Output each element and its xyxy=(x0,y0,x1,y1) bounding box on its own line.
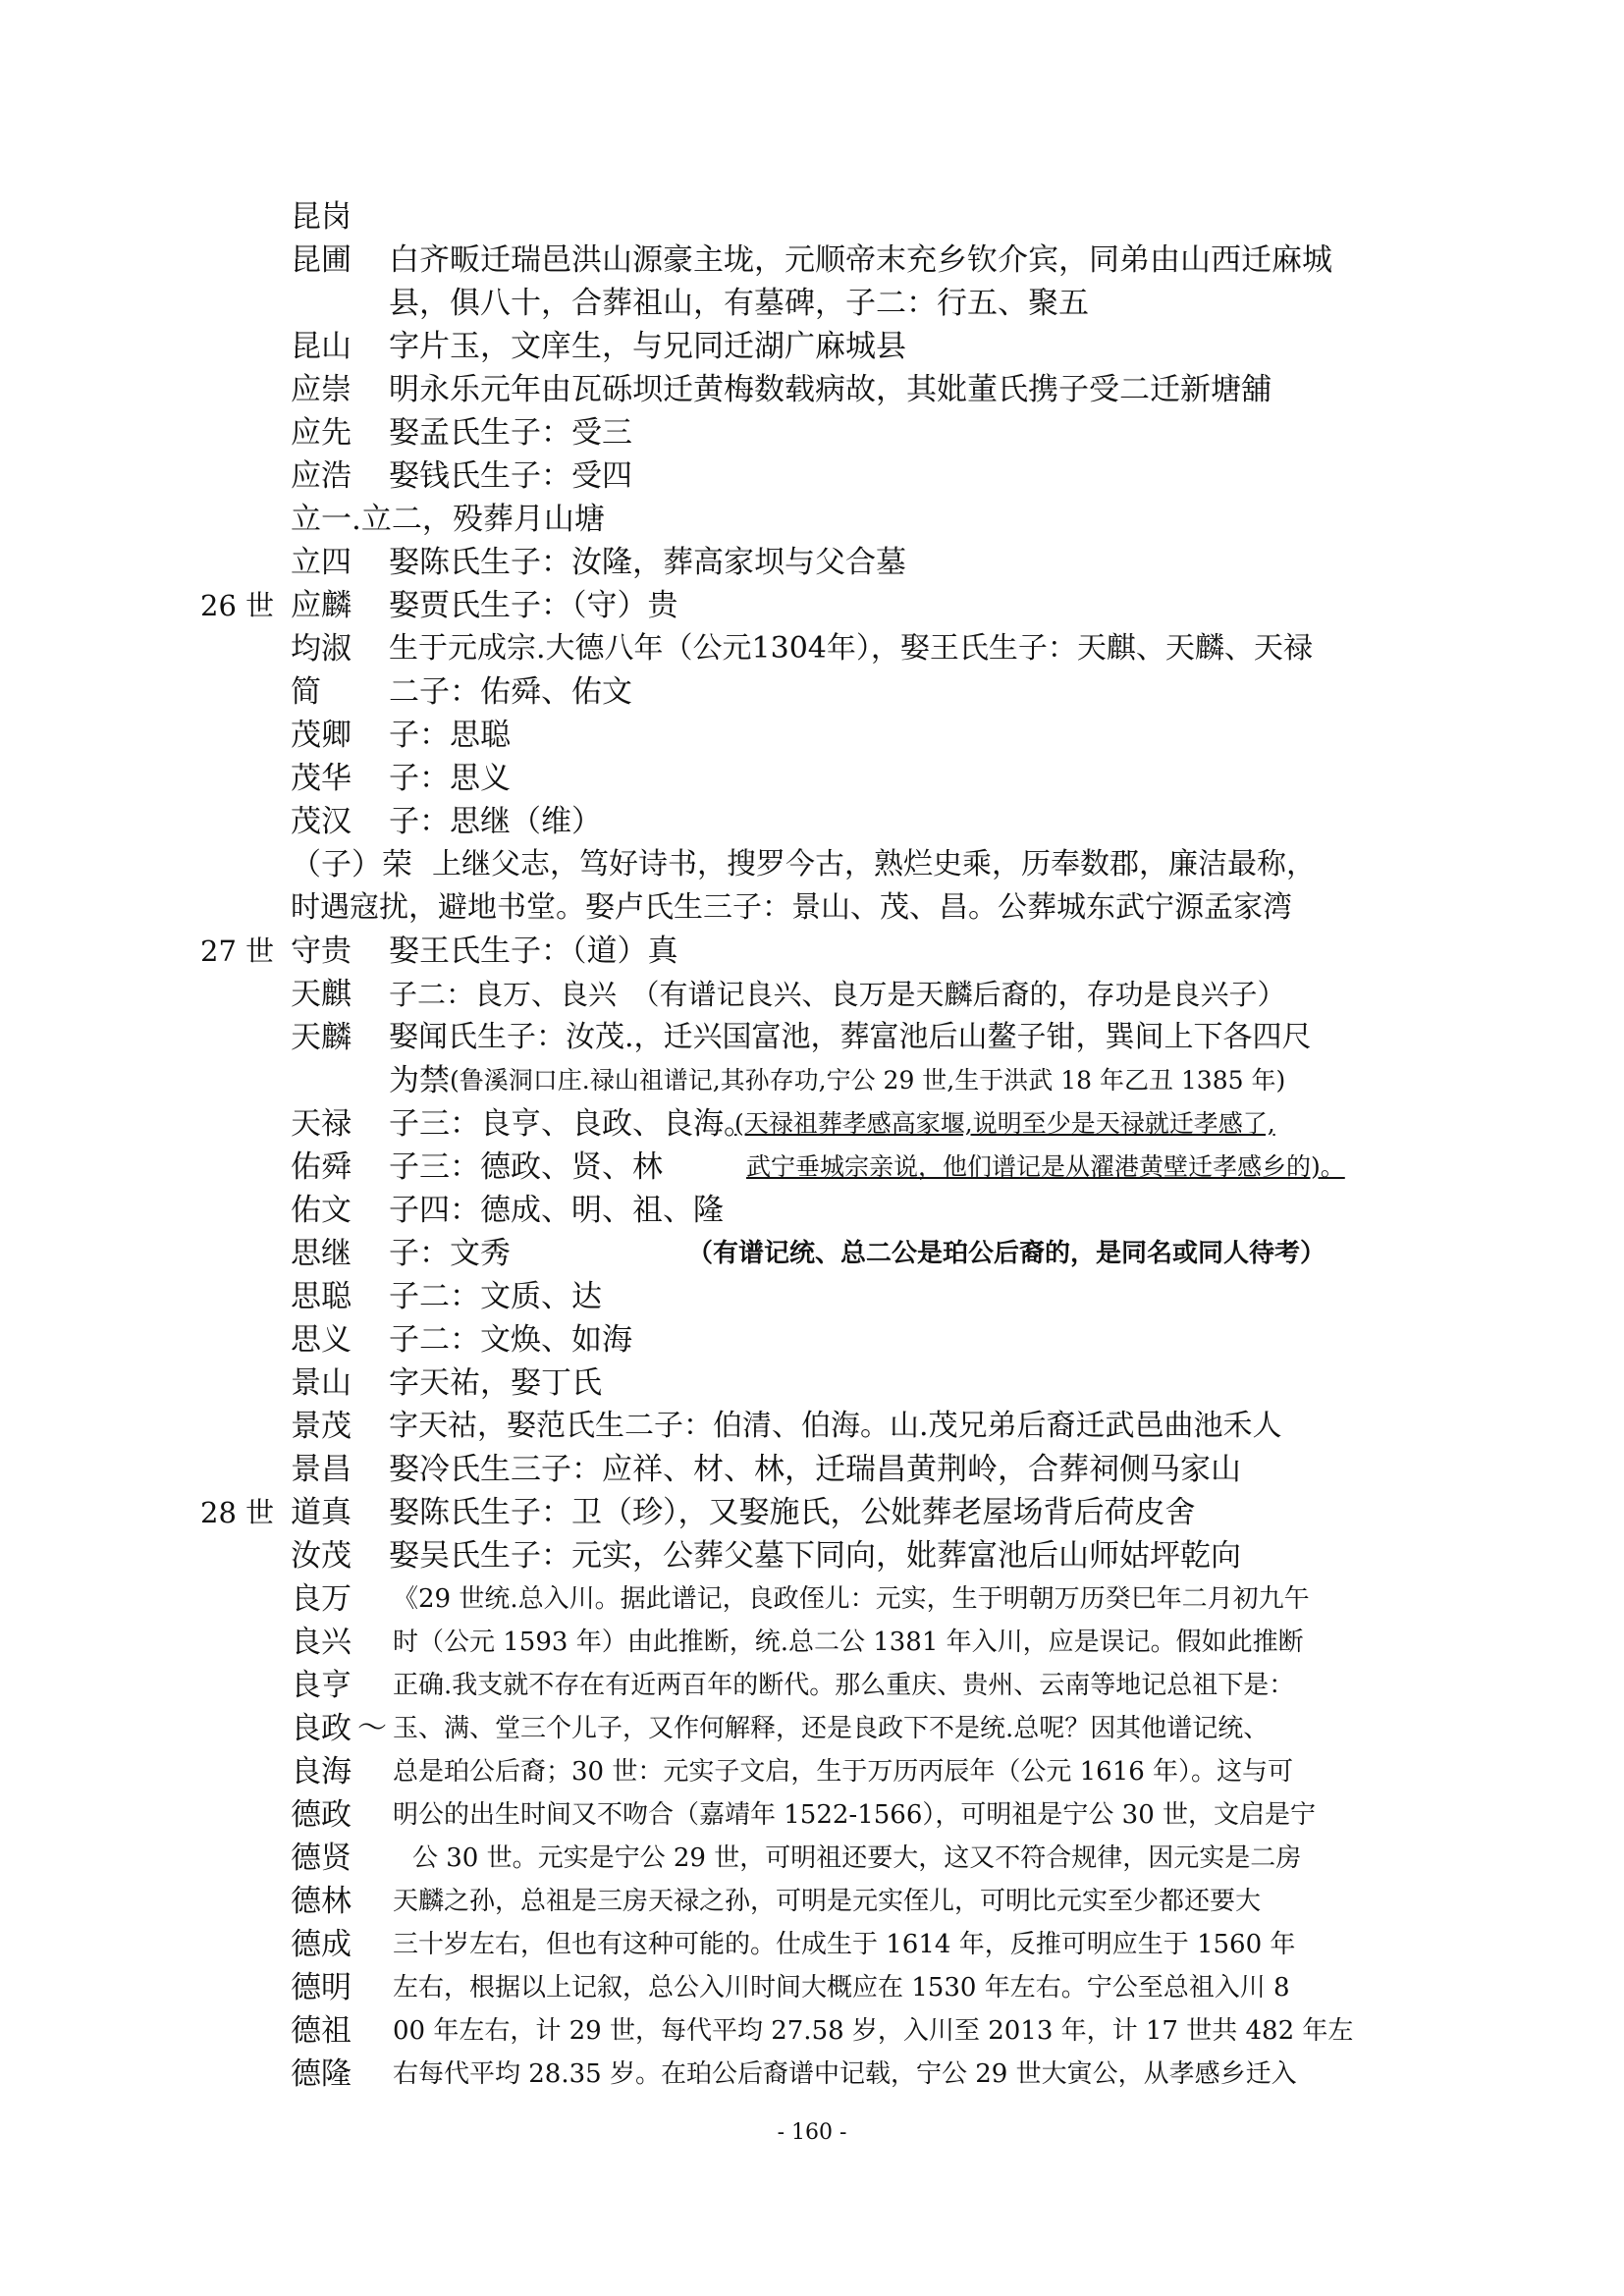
name-label: 应先 xyxy=(291,415,352,451)
name-label: 德隆 xyxy=(291,2056,352,2092)
name-label: 应麟 xyxy=(291,588,352,623)
record-text: 白齐畈迁瑞邑洪山源豪主垅，元顺帝末充乡钦介宾，同弟由山西迁麻城 xyxy=(389,242,1332,278)
generation-label: 27 世 xyxy=(200,934,275,968)
name-label: 茂卿 xyxy=(291,718,352,753)
record-text: 娶陈氏生子：汝隆，葬高家坝与父合墓 xyxy=(389,545,906,580)
name-label: 佑舜 xyxy=(291,1149,352,1185)
record-text: 子三：德政、贤、林 xyxy=(389,1149,663,1185)
paragraph-line: 玉、满、堂三个儿子，又作何解释，还是良政下不是统.总呢？因其他谱记统、 xyxy=(393,1714,1270,1743)
paragraph-line: 明公的出生时间又不吻合（嘉靖年 1522-1566），可明祖是宁公 30 世，文启是宁 xyxy=(393,1800,1316,1830)
name-label: 景山 xyxy=(291,1365,352,1401)
name-label: 天麒 xyxy=(291,977,352,1012)
name-label: 思聪 xyxy=(291,1279,352,1314)
name-label: 良兴 xyxy=(291,1625,352,1660)
record-text: 子二：文质、达 xyxy=(389,1279,602,1314)
record-text: 娶吴氏生子：元实，公葬父墓下同向，妣葬富池后山师姑坪乾向 xyxy=(389,1538,1241,1574)
name-label: 良海 xyxy=(291,1754,352,1789)
record-text: 娶贾氏生子：（守）贵 xyxy=(389,588,678,623)
paragraph-line: 天麟之孙，总祖是三房天禄之孙，可明是元实侄儿，可明比元实至少都还要大 xyxy=(393,1887,1262,1916)
record-text: 子二：文焕、如海 xyxy=(389,1322,632,1358)
name-label: 德林 xyxy=(291,1884,352,1919)
record-text: 县，俱八十，合葬祖山，有墓碑，子二：行五、聚五 xyxy=(389,286,1089,321)
name-label: 天禄 xyxy=(291,1106,352,1142)
name-label: 良亨 xyxy=(291,1668,352,1703)
name-label: 均淑 xyxy=(291,631,352,667)
name-label: 汝茂 xyxy=(291,1538,352,1574)
paragraph-line: 右每代平均 28.35 岁。在珀公后裔谱中记载，宁公 29 世大寅公，从孝感乡迁入 xyxy=(393,2059,1297,2089)
record-text: 娶闻氏生子：汝茂.，迁兴国富池，葬富池后山鳌子钳，巽间上下各四尺 xyxy=(389,1020,1312,1054)
paragraph-line: 三十岁左右，但也有这种可能的。仕成生于 1614 年，反推可明应生于 1560 年 xyxy=(393,1930,1296,1959)
name-label: 茂汉 xyxy=(291,804,352,839)
record-text: 娶钱氏生子：受四 xyxy=(389,458,632,494)
underlined-note: 武宁垂城宗亲说，他们谱记是从濯港黄壁迁孝感乡的)。 xyxy=(746,1152,1345,1181)
name-label: 昆山 xyxy=(291,329,352,364)
record-text: 子：文秀 xyxy=(389,1236,511,1271)
record-text: 生于元成宗.大德八年（公元1304年），娶王氏生子：天麒、天麟、天禄 xyxy=(389,631,1313,666)
name-label: 应浩 xyxy=(291,458,352,494)
name-label: 昆岗 xyxy=(291,199,352,235)
record-text: 明永乐元年由瓦砾坝迁黄梅数载病故，其妣董氏携子受二迁新塘舖 xyxy=(389,372,1272,407)
name-label: 简 xyxy=(291,674,321,710)
name-label: 茂华 xyxy=(291,761,352,796)
paragraph-line: 时（公元 1593 年）由此推断，统.总二公 1381 年入川，应是误记。假如此推断 xyxy=(393,1628,1304,1657)
bold-note: （有谱记统、总二公是珀公后裔的，是同名或同人待考） xyxy=(687,1239,1326,1268)
name-label: 立一.立二，殁葬月山塘 xyxy=(291,502,605,537)
name-label: 佑文 xyxy=(291,1193,352,1228)
paragraph-line: 左右，根据以上记叙，总公入川时间大概应在 1530 年左右。宁公至总祖入川 8 xyxy=(393,1973,1290,2002)
record-text: 子三：良亨、良政、良海。 xyxy=(389,1106,754,1142)
page-number: - 160 - xyxy=(777,2120,847,2145)
tilde-mark: ～ xyxy=(357,1711,387,1745)
name-label: 良政 xyxy=(291,1711,352,1746)
name-label: 德贤 xyxy=(291,1841,352,1876)
record-text: 子二：良万、良兴 （有谱记良兴、良万是天麟后裔的，存功是良兴子） xyxy=(389,978,1286,1011)
paragraph-line: 00 年左右，计 29 世，每代平均 27.58 岁，入川至 2013 年，计 17 世共 482 年左 xyxy=(393,2016,1354,2046)
record-text: 娶陈氏生子：卫（珍），又娶施氏，公妣葬老屋场背后荷皮舍 xyxy=(389,1495,1196,1530)
name-label: 守贵 xyxy=(291,934,352,969)
name-label: 景茂 xyxy=(291,1409,352,1444)
underlined-note: (天禄祖葬孝感高家堰,说明至少是天禄就迁孝感了, xyxy=(734,1109,1275,1138)
name-label: 景昌 xyxy=(291,1452,352,1487)
record-text: 时遇寇扰，避地书堂。娶卢氏生三子：景山、茂、昌。公葬城东武宁源孟家湾 xyxy=(291,890,1292,925)
paragraph-line: 总是珀公后裔；30 世：元实子文启，生于万历丙辰年（公元 1616 年）。这与可 xyxy=(393,1757,1294,1787)
name-label: 天麟 xyxy=(291,1020,352,1055)
record-text: 字片玉，文庠生，与兄同迁湖广麻城县 xyxy=(389,329,906,364)
paragraph-line: 公 30 世。元实是宁公 29 世，可明祖还要大，这又不符合规律，因元实是二房 xyxy=(412,1843,1302,1873)
source-note: (鲁溪洞口庄.禄山祖谱记,其孙存功,宁公 29 世,生于洪武 18 年乙丑 1385 年) xyxy=(450,1066,1286,1095)
record-text: 子：思聪 xyxy=(389,718,511,753)
name-label: 思继 xyxy=(291,1236,352,1271)
record-text: 娶孟氏生子：受三 xyxy=(389,415,632,451)
record-text: 娶王氏生子：（道）真 xyxy=(389,934,678,969)
name-label: 德祖 xyxy=(291,2013,352,2049)
generation-label: 26 世 xyxy=(200,589,275,622)
record-text: 娶冷氏生三子：应祥、材、林，迁瑞昌黄荆岭，合葬祠侧马家山 xyxy=(389,1452,1241,1487)
name-label: 道真 xyxy=(291,1495,352,1530)
record-text: 字天祜，娶范氏生二子：伯清、伯海。山.茂兄弟后裔迁武邑曲池禾人 xyxy=(389,1409,1282,1443)
record-text: 二子：佑舜、佑文 xyxy=(389,674,632,710)
record-text: 子：思义 xyxy=(389,761,511,796)
record-text: 子四：德成、明、祖、隆 xyxy=(389,1193,724,1228)
paragraph-line: 正确.我支就不存在有近两百年的断代。那么重庆、贵州、云南等地记总祖下是： xyxy=(393,1671,1295,1700)
name-label: 昆圃 xyxy=(291,242,352,278)
record-text: 上继父志，笃好诗书，搜罗今古，熟烂史乘，历奉数郡，廉洁最称， xyxy=(432,847,1316,881)
record-text: 子：思继（维） xyxy=(389,804,602,839)
generation-label: 28 世 xyxy=(200,1496,275,1529)
name-label: 思义 xyxy=(291,1322,352,1358)
name-label: 德成 xyxy=(291,1927,352,1962)
name-label: （子）荣 xyxy=(291,847,412,882)
name-label: 德政 xyxy=(291,1797,352,1833)
record-text: 为禁 xyxy=(389,1063,450,1098)
name-label: 德明 xyxy=(291,1970,352,2005)
record-text: 字天祐，娶丁氏 xyxy=(389,1365,602,1401)
name-label: 应崇 xyxy=(291,372,352,407)
paragraph-line: 《29 世统.总入川。据此谱记，良政侄儿：元实，生于明朝万历癸巳年二月初九午 xyxy=(393,1584,1310,1614)
name-label: 良万 xyxy=(291,1581,352,1617)
name-label: 立四 xyxy=(291,545,352,580)
